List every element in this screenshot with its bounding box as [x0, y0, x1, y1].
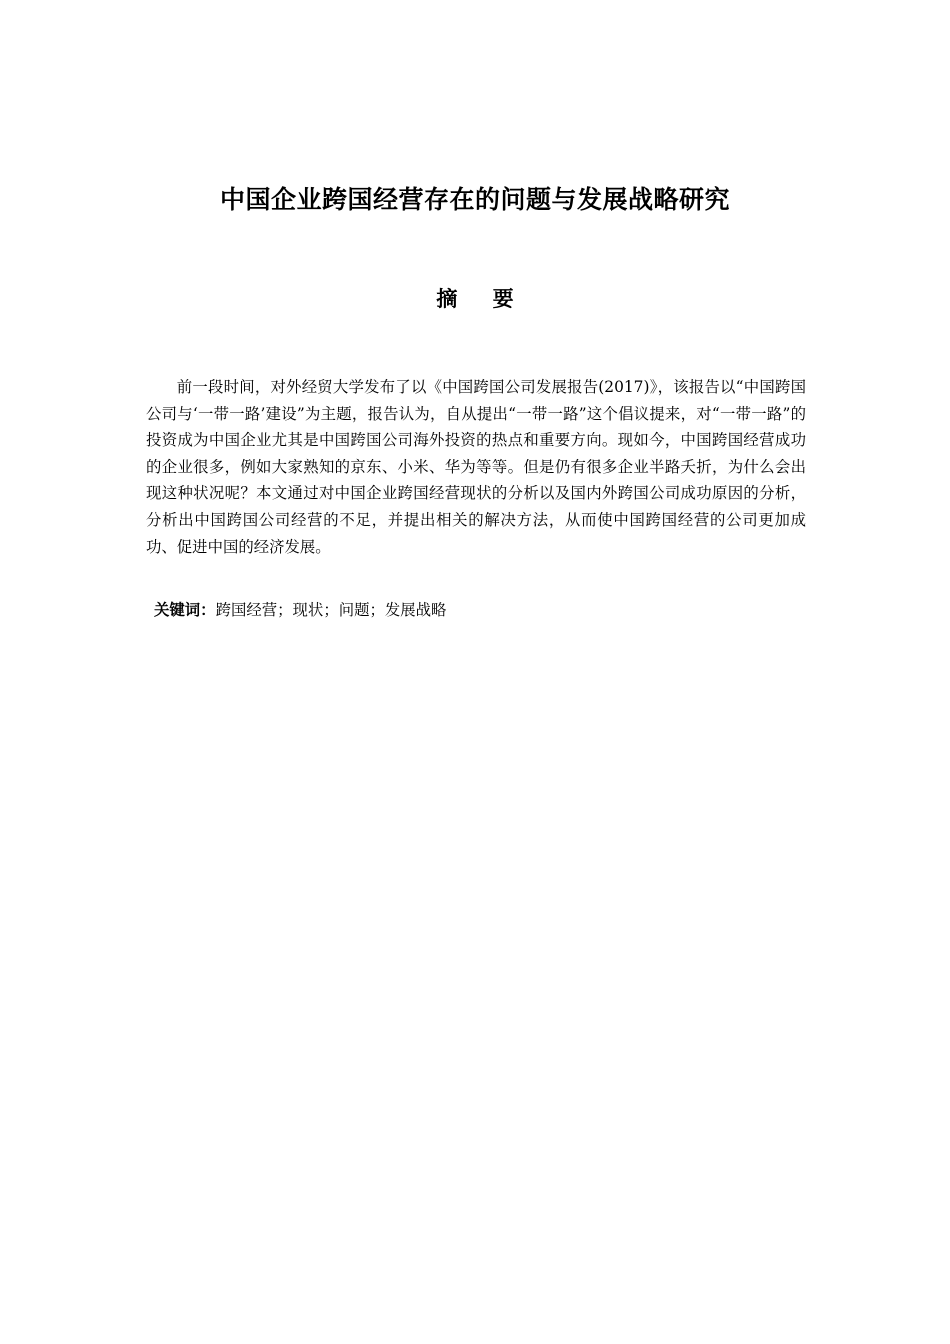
- abstract-heading: 摘 要: [436, 287, 528, 311]
- keywords-label: 关键词：: [154, 601, 216, 619]
- document-title: 中国企业跨国经营存在的问题与发展战略研究: [219, 185, 730, 214]
- keywords-line: [154, 597, 804, 623]
- keywords-value: 跨国经营；现状；问题；发展战略: [215, 601, 447, 619]
- abstract-body: 前一段时间，对外经贸大学发布了以《中国跨国公司发展报告(2017)》，该报告以“中国跨国公司与‘一带一路’建设”为主题，报告认为，自从提出“一带一路”这个倡议提来，对“一带一路”的投资成为中国企业尤其是中国跨国公司海外投资的热点和重要方向。现如今，中国跨国经营成功的企业很多，例如大家熟知的京东、小米、华为等等。但是仍有很多企业半路夭折，为什么会出现这种状况呢？本文通过对中国企业跨国经营现状的分析以及国内外跨国公司成功原因的分析，分析出中国跨国公司经营的不足，并提出相关的解决方法，从而使中国跨国经营的公司更加成功、促进中国的经济发展。: [146, 378, 806, 556]
